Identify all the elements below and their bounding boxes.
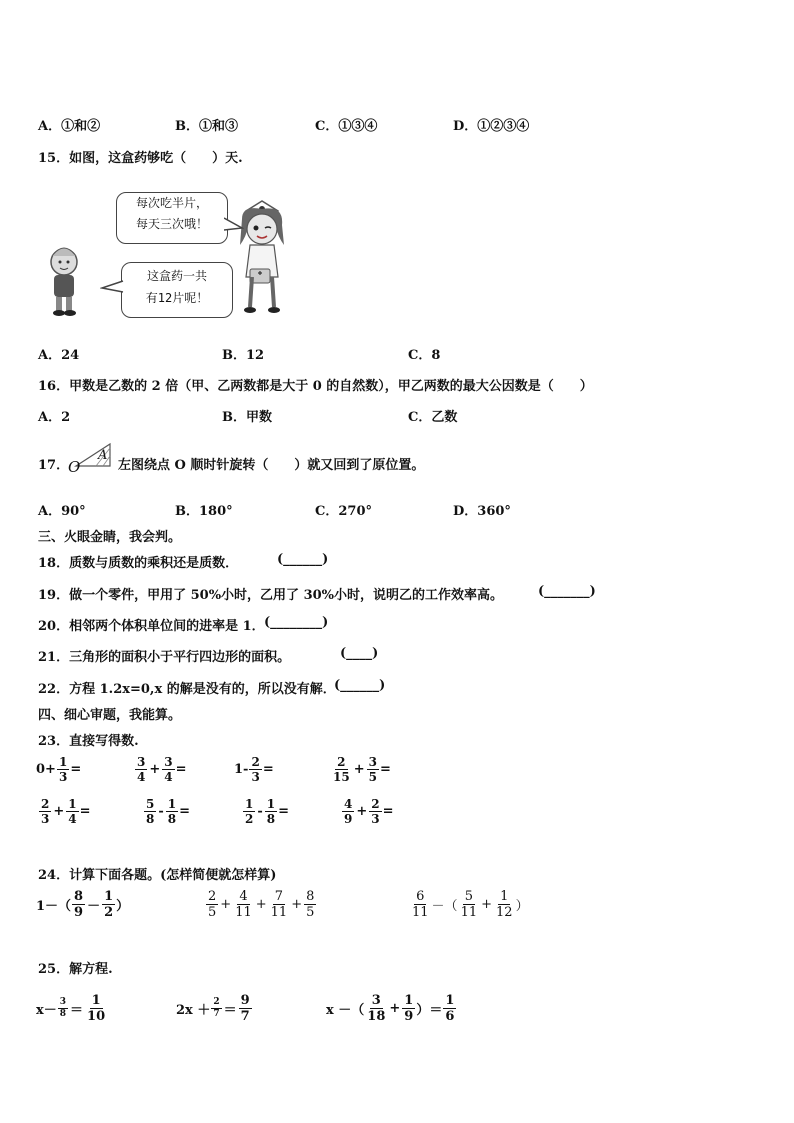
q21-answer-blank[interactable]: (____) bbox=[340, 646, 379, 661]
q24-expression-a: 1－（ $\frac{8}{9}$ － $\frac{1}{2}$ ） bbox=[36, 889, 130, 920]
q16-stem: 16．甲数是乙数的 2 倍（甲、乙两数都是大于 0 的自然数），甲乙两数的最大公因数是（ ） bbox=[38, 379, 593, 394]
q23-expression-4: $\frac{2}{15}$ + $\frac{3}{5}$ = bbox=[333, 755, 391, 784]
q19-answer-blank[interactable]: (_______) bbox=[538, 584, 596, 599]
q15-option-a[interactable]: A．24 bbox=[38, 348, 80, 363]
q23-expression-8: $\frac{4}{9}$ + $\frac{2}{3}$ = bbox=[344, 797, 394, 826]
point-a-label: A bbox=[98, 448, 108, 463]
q25-stem: 25．解方程. bbox=[38, 962, 113, 977]
q20-stem: 20．相邻两个体积单位间的进率是 1． bbox=[38, 619, 265, 634]
child-figure-icon bbox=[40, 240, 90, 320]
q20-answer-blank[interactable]: (________) bbox=[264, 615, 329, 630]
q15-option-b[interactable]: B．12 bbox=[222, 348, 265, 363]
q16-option-b[interactable]: B．甲数 bbox=[222, 410, 272, 425]
q15-option-c[interactable]: C．8 bbox=[408, 348, 441, 363]
q23-expression-3: 1- $\frac{2}{3}$ = bbox=[234, 755, 274, 784]
q23-expression-2: $\frac{3}{4}$ + $\frac{3}{4}$ = bbox=[137, 755, 187, 784]
q23-expression-5: $\frac{2}{3}$ + $\frac{1}{4}$ = bbox=[41, 797, 91, 826]
q17-option-b[interactable]: B．180° bbox=[175, 504, 233, 519]
bubble-pointer-icon bbox=[224, 216, 244, 236]
q19-stem: 19．做一个零件，甲用了 50%小时，乙用了 30%小时，说明乙的工作效率高。 bbox=[38, 588, 504, 603]
q25-equation-b: 2x ＋ $\frac{2}{7}$ ＝ $\frac{9}{7}$ bbox=[176, 993, 250, 1024]
point-o-label: O bbox=[68, 458, 81, 476]
q24-stem: 24．计算下面各题。(怎样简便就怎样算) bbox=[38, 868, 277, 883]
speech-bubble-nurse: 每次吃半片， 每天三次哦！ bbox=[116, 192, 228, 244]
q14-option-a[interactable]: A．①和② bbox=[38, 119, 101, 134]
q23-stem: 23．直接写得数. bbox=[38, 734, 139, 749]
section-3-heading: 三、火眼金睛，我会判。 bbox=[38, 530, 182, 545]
q17-number: 17． bbox=[38, 458, 70, 473]
q17-option-a[interactable]: A．90° bbox=[38, 504, 86, 519]
q14-option-d[interactable]: D．①②③④ bbox=[453, 119, 530, 134]
speech-bubble-child: 这盒药一共 有12片呢！ bbox=[121, 262, 233, 318]
q25-equation-a: x－ $\frac{3}{8}$ ＝ $\frac{1}{10}$ bbox=[36, 993, 106, 1024]
bubble-pointer-icon bbox=[100, 278, 124, 298]
q22-answer-blank[interactable]: (______) bbox=[334, 678, 386, 693]
q18-stem: 18．质数与质数的乘积还是质数． bbox=[38, 556, 239, 571]
q18-answer-blank[interactable]: (______) bbox=[277, 552, 329, 567]
q22-stem: 22．方程 1.2x=0,x 的解是没有的，所以没有解． bbox=[38, 682, 336, 697]
q24-expression-b: $\frac{2}{5}$ + $\frac{4}{11}$ + $\frac{7}{11}$ + $\frac{8}{5}$ bbox=[208, 889, 315, 920]
q25-equation-c: x －（ $\frac{3}{18}$ + $\frac{1}{9}$ ）＝ $\frac{1}{6}$ bbox=[326, 993, 455, 1024]
q15-stem: 15．如图，这盒药够吃（ ）天. bbox=[38, 151, 243, 166]
q23-expression-1: 0+ $\frac{1}{3}$ = bbox=[36, 755, 82, 784]
q14-option-b[interactable]: B．①和③ bbox=[175, 119, 238, 134]
q23-expression-6: $\frac{5}{8}$ - $\frac{1}{8}$ = bbox=[146, 797, 191, 826]
section-4-heading: 四、细心审题，我能算。 bbox=[38, 708, 182, 723]
q23-expression-7: $\frac{1}{2}$ - $\frac{1}{8}$ = bbox=[245, 797, 290, 826]
rotation-figure bbox=[70, 440, 114, 476]
q14-option-c[interactable]: C．①③④ bbox=[315, 119, 378, 134]
q16-option-a[interactable]: A．2 bbox=[38, 410, 71, 425]
q21-stem: 21．三角形的面积小于平行四边形的面积。 bbox=[38, 650, 291, 665]
q17-stem: 左图绕点 O 顺时针旋转（ ）就又回到了原位置。 bbox=[118, 458, 425, 473]
q24-expression-c: $\frac{6}{11}$ －（ $\frac{5}{11}$ + $\frac{1}{12}$ ） bbox=[412, 889, 529, 920]
q17-option-d[interactable]: D．360° bbox=[453, 504, 511, 519]
q16-option-c[interactable]: C．乙数 bbox=[408, 410, 458, 425]
q17-option-c[interactable]: C．270° bbox=[315, 504, 372, 519]
